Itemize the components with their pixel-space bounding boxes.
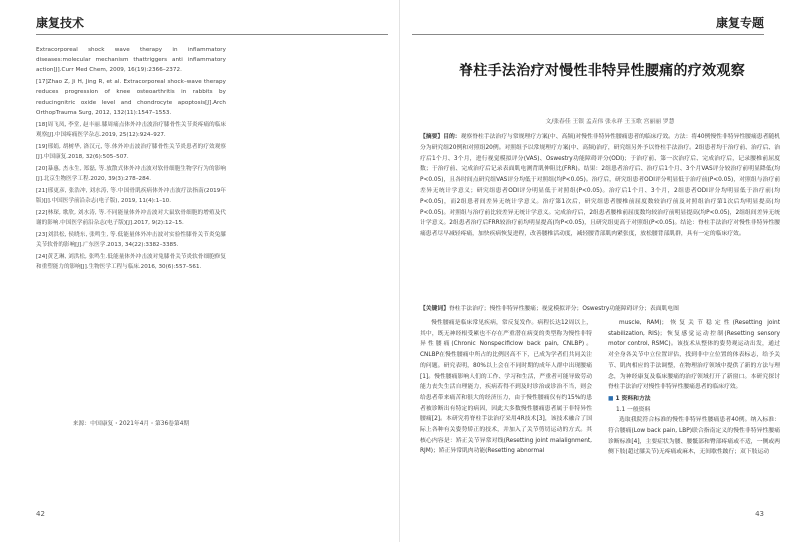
subsection-heading: 1.1 一般资料	[616, 406, 651, 413]
body-paragraph: 选取我院符合标准的慢性非特异性腰痛患者40例。纳入标准：符合腰痛(Low back pain, LBP)联合指南定义的慢性非特异性腰痛诊断标准[4]，主要症状为腰、腰骶部和臀部疼痛或不适，一侧或两侧下肢(超过膝关节)无疼痛或麻木，无间歇性跛行；双下肢运动	[608, 417, 780, 456]
header-rule	[36, 34, 388, 35]
section-header: 康复专题	[715, 16, 764, 30]
right-page	[400, 0, 800, 542]
page-number: 42	[36, 510, 45, 518]
keywords-label: 【关键词】	[420, 306, 449, 312]
header-rule	[412, 34, 764, 35]
article-authors: 文/张春佳 王银 孟垚伟 张永祥 王玉歌 宫丽丽 罗慧	[545, 119, 675, 125]
keywords-text: 脊柱手法治疗；慢性非特异性腰痛；视觉模拟评分；Oswestry功能障碍评分；表面肌电图	[449, 306, 679, 312]
reference-item: [20]暴惠, 杰永生, 郑磊, 等.放散式体外冲击波对软骨细胞生物学行为的影响[J].北京生物医学工程.2020, 39(3):278–284.	[36, 165, 226, 182]
reference-item: [18]周飞凤, 李堂, 赵丰丽.膝周痛点体外冲击波治疗膝骨性关节炎疼痛的临床观察[J].中国疼痛医学杂志.2019, 25(12):924–927.	[36, 121, 226, 138]
reference-item: [19]邢娟, 胡树华, 洛汉元, 等.体外冲击波治疗膝骨性关节炎患者的疗效观察[J].中国康复.2018, 32(6):505–507.	[36, 143, 226, 160]
body-paragraph: muscle, RAM)；恢复关节稳定性(Resetting joint stabilization, RIS)；恢复感觉运动控制(Resetting sensory motor control, RSMC)。该技术从整体的姿势观运动出发，通过对全身各关节中立位置评估，找到非中立位置的体表标志，给予关节、肌肉相应的手法调整，在物理治疗领域中提供了新的方法与理念，为神经康复及临床腰痛的治疗领域打开了新窗口。本研究探讨脊柱手法治疗对慢性非特异性腰痛患者的临床疗效。	[608, 320, 780, 391]
reference-item: [24]黄艺琳, 刘洪松, 张鸣生.低能量体外冲击波对兔膝骨关节炎软骨细胞修复和重塑能力的影响[J].生物医学工程与临床.2016, 30(6):557–561.	[36, 253, 226, 270]
reference-item: [22]林琛, 歌欣, 刘水涛, 等.不同能量体外冲击波对大鼠软骨细胞的增殖及代谢的影响.中国医学前沿杂志(电子版)[J].2017, 9(2):12–15.	[36, 209, 226, 226]
article-keywords	[420, 304, 780, 315]
reference-item: [23]刘洪松, 侯晓东, 张鸣生, 等.低能量体外冲击波对实验性膝骨关节炎兔膝关节软骨的影响[J].广东医学.2013, 34(22):3382–3385.	[36, 231, 226, 248]
reference-list	[36, 45, 226, 274]
source-note: 来源：中国康复・2021年4月・第36卷第4期	[72, 421, 190, 427]
reference-item: [21]邢更彦, 张浩冲, 刘水涛, 等.中国骨肌疾病体外冲击波疗法指南(2019年版)[J].中国医学前沿杂志(电子版), 2019, 11(4):1–10.	[36, 187, 226, 204]
page-number: 43	[755, 510, 764, 518]
section-heading: ■ 1 资料和方法	[608, 395, 651, 402]
body-column-left	[420, 318, 592, 457]
article-title: 脊柱手法治疗对慢性非特异性腰痛的疗效观察	[459, 63, 745, 79]
section-header: 康复技术	[36, 16, 85, 30]
abstract-label: 【摘要】目的：	[420, 134, 461, 140]
reference-item: [17]Zhao Z, Ji H, Jing R, et al. Extracorporeal shock–wave therapy reduces progression of knee osteoarthritis in rabbits by reducingnitric oxide level and chondrocyte apoptosis[J].Arch OrthopTrauma Surg, 2012, 132(11):1547–1553.	[36, 79, 226, 116]
body-paragraph: 慢性腰痛是临床常见疾病，常反复发作。病程长达12周以上，其中，既无神经根受累也不存在严重潜在病变的类型称为慢性非特异性腰痛(Chronic Nonspecificlow back pain, CNLBP)。CNLBP在慢性腰痛中所占的比例居高不下，已成为学者们共同关注的问题。研究表明，80%以上会在不同时期的成年人群中出现腰痛[1]。慢性腰痛影响人们的工作、学习和生活，严重者可能导致劳动能力丧失生活自理能力，疾病若得不到及时诊治或诊治不当，则会给患者带来痛苦和很大的经济压力，由于慢性腰痛仅有约15%的患者被诊断出有特定的病因，因此大多数慢性腰痛患者属于非特异性腰痛[2]。本研究将脊柱手法治疗采用4R技术[3]，该技术融合了国际上各种有关姿势矫正的技术，并加入了关节剪切运动的方式。其核心内容是：矫正关节异常对线(Resetting joint malalignment, RJM)；矫正异常肌肉功能(Resetting abnormal	[420, 320, 592, 455]
section-marker: ■	[608, 395, 616, 402]
body-column-right	[608, 318, 780, 458]
abstract-text: 观察脊柱手法治疗与常规理疗方案(中、高频)对慢性非特异性腰痛患者的临床疗效。方法：将40例慢性非特异性腰痛患者随机分为研究组20例和对照组20例。对照组予以常规理疗方案(中、高频)治疗，研究组另外予以脊柱手法治疗。2组患者均于治疗前、治疗后、治疗后1个月、3个月，进行视觉模拟评分(VAS)、Oswestry功能障碍评分(ODI)；于治疗前、第一次治疗后、完成治疗后，记录腰椎前屈度数；于治疗前、完成治疗后记录表面肌电测背肌伸阻比(FRR)。结果：2组患者治疗后、治疗后1个月、3个月VAS评分较治疗前明显降低(均P<0.05)，且各时间点研究组VAS评分均低于对照组(均P<0.05)。治疗后，研究组患者ODI评分明显低于治疗前(P<0.05)，对照组与治疗前差异无统计学意义；研究组患者ODI评分明显低于对照组(P<0.05)。治疗后1个月、3个月，2组患者ODI评分均明显低于治疗前(均P<0.05)，而2组患者间差异无统计学意义。治疗第1次后，研究组患者腰椎前屈度数较治疗前及对照组治疗第1次后均明显提高(均P<0.05)。对照组与治疗前比较差异无统计学意义。完成治疗后，2组患者腰椎前屈度数均较治疗前明显提高(均P<0.05)，2组组间差异无统计学意义。2组患者治疗后FRR较治疗前均明显提高(均P<0.05)，且研究组更高于对照组(P<0.05)。结论：脊柱手法治疗对慢性非特异性腰痛患者尽早减轻疼痛，加快疾病恢复进程，改善腰椎活动度，减轻腰背部肌肉紧张度，放松腰背部肌群，具有一定的临床疗效。	[420, 134, 780, 238]
reference-item: Extracorporeal shock wave therapy in inflammatory diseases:molecular mechanism thattriggers anti inflammatory action[J].Curr Med Chem, 2009, 16(19):2366–2372.	[36, 47, 226, 74]
article-abstract	[420, 132, 780, 240]
